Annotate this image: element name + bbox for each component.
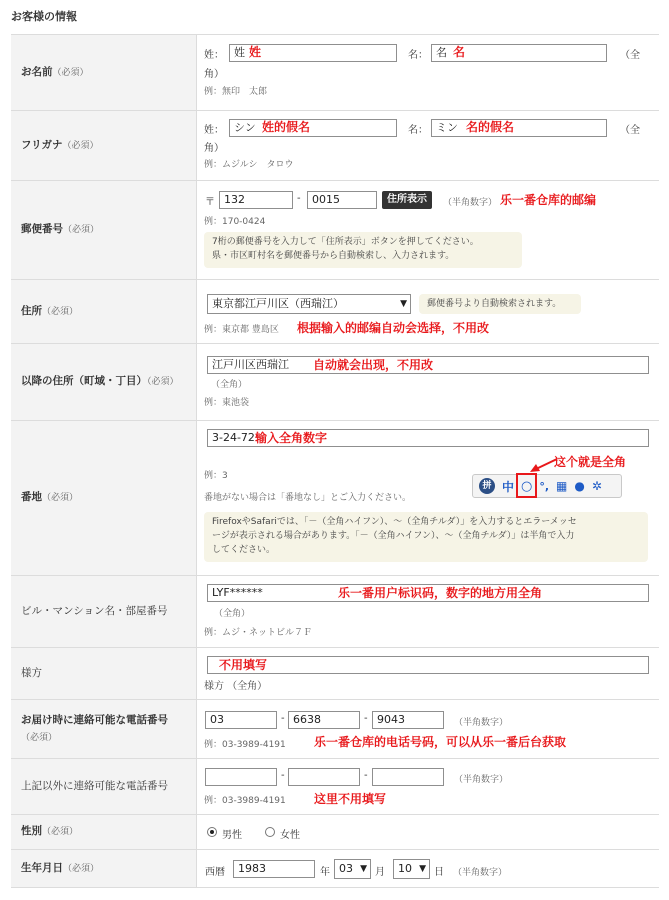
row-address [11, 279, 659, 343]
ime-toolbar [472, 474, 622, 498]
row-banchi [11, 420, 659, 575]
kana-mei-label: 名： [408, 125, 428, 136]
label-text: お名前 [21, 65, 53, 78]
sama-hint: 様方 （全角） [204, 681, 268, 692]
day-unit: 日 [434, 867, 444, 878]
row-building [11, 575, 659, 647]
label-sama [11, 648, 197, 699]
kana-mei-value: ミン [436, 121, 458, 134]
full-width-icon[interactable]: ○ [521, 478, 533, 494]
postal-note-line: 県・市区町村名を郵便番号から自動検索し、入力されます。 [212, 251, 455, 261]
label-text: 番地 [21, 491, 42, 503]
mic-icon[interactable]: ● [574, 479, 585, 493]
sei-value: 姓 [234, 46, 245, 59]
phone2-annotation: 这里不用填写 [314, 792, 387, 806]
row-birth [11, 849, 659, 888]
label-kana [11, 111, 197, 180]
label-phone1 [11, 700, 197, 758]
birth-year-value: 1983 [238, 862, 266, 875]
label-text: ビル・マンション名・部屋番号 [21, 605, 168, 617]
sama-annotation: 不用填写 [219, 658, 268, 672]
mei-annotation: 名 [453, 45, 466, 59]
row-postal [11, 180, 659, 279]
callout-arrow-icon [526, 455, 560, 473]
kana-sei-label: 姓： [204, 125, 224, 136]
mei-label: 名： [408, 50, 428, 61]
row-phone2 [11, 758, 659, 814]
required-mark: （必須） [42, 827, 79, 837]
prefecture-select[interactable] [207, 294, 411, 314]
phone2-mid-input[interactable] [288, 768, 360, 786]
address-lookup-button[interactable]: 住所表示 [382, 191, 432, 209]
example-address: 例：東京都 豊島区 [204, 325, 279, 335]
phone1-annotation: 乐一番仓库的电话号码，可以从乐一番后台获取 [314, 735, 567, 749]
width-hint-2: 角） [204, 143, 224, 154]
sei-label: 姓： [204, 50, 224, 61]
birth-day-value: 10 [398, 862, 412, 875]
width-hint-1: （全 [620, 50, 640, 61]
punctuation-icon[interactable]: °, [539, 479, 550, 493]
row-sama [11, 647, 659, 699]
phone1-last-input[interactable] [372, 711, 444, 729]
gender-female-radio[interactable] [265, 827, 275, 837]
label-banchi [11, 421, 197, 575]
row-phone1 [11, 699, 659, 758]
phone-dash: - [364, 770, 368, 781]
phone-dash: - [364, 713, 368, 724]
kana-sei-input[interactable] [229, 119, 397, 137]
warning-line: FirefoxやSafariでは、「－（全角ハイフン）、～（全角チルダ）」を入力するとエラーメッセ [212, 517, 577, 527]
ime-logo-icon[interactable]: 拼 [479, 478, 495, 494]
example-name: 例：無印 太郎 [204, 87, 268, 97]
required-mark: （必須） [63, 225, 100, 235]
example-kana: 例：ムジルシ タロウ [204, 160, 294, 170]
zip-dash: - [297, 193, 301, 204]
section-title: お客様の情報 [11, 10, 77, 23]
keyboard-icon[interactable]: ▦ [556, 479, 568, 493]
phone2-type-hint: （半角数字） [454, 775, 509, 785]
width-hint-2: 角） [204, 69, 224, 80]
address2-value: 江戸川区西瑞江 [212, 358, 289, 371]
required-mark: （必須） [21, 732, 58, 743]
required-mark: （必須） [42, 493, 79, 503]
label-address [11, 280, 197, 343]
required-mark: （必須） [52, 67, 89, 78]
birth-year-input[interactable] [233, 860, 315, 878]
banchi-value: 3-24-72 [212, 431, 255, 444]
required-mark: （必須） [62, 140, 99, 151]
phone2-area-input[interactable] [205, 768, 277, 786]
fullwidth-highlight-box [516, 473, 537, 498]
phone-dash: - [281, 713, 285, 724]
row-kana [11, 110, 659, 180]
phone-dash: - [281, 770, 285, 781]
example-phone1: 例：03-3989-4191 [204, 740, 286, 750]
kana-mei-input[interactable] [431, 119, 607, 137]
kana-mei-annotation: 名的假名 [466, 120, 515, 134]
required-mark: （必須） [42, 306, 79, 317]
label-text: 以降の住所（町域・丁目） [21, 375, 147, 387]
label-gender [11, 815, 197, 849]
mei-value: 名 [436, 46, 447, 59]
birth-month-select[interactable] [334, 859, 371, 879]
phone1-last-value: 9043 [377, 713, 405, 726]
required-mark: （必須） [147, 377, 179, 387]
label-text: 住所 [21, 304, 42, 317]
label-text: 郵便番号 [21, 223, 63, 235]
gender-female-label[interactable]: 女性 [280, 830, 300, 841]
label-postal [11, 181, 197, 279]
month-unit: 月 [375, 867, 385, 878]
gender-male-radio[interactable] [207, 827, 217, 837]
settings-icon[interactable]: ✲ [591, 479, 602, 493]
chevron-down-icon: ▼ [360, 864, 367, 874]
label-text: 上記以外に連絡可能な電話番号 [21, 780, 168, 792]
browser-warning-note [204, 512, 648, 562]
label-name [11, 35, 197, 110]
phone2-last-input[interactable] [372, 768, 444, 786]
postal-note [204, 232, 522, 268]
banchi-none-note: 番地がない場合は「番地なし」とご入力ください。 [204, 493, 412, 503]
label-birth [11, 850, 197, 887]
fullwidth-callout: 这个就是全角 [554, 455, 627, 469]
postal-annotation: 乐一番仓库的邮编 [500, 193, 597, 207]
address2-type-hint: （全角） [211, 380, 248, 390]
chinese-mode-icon[interactable]: 中 [502, 479, 515, 494]
example-building: 例：ムジ・ネットビル７Ｆ [204, 628, 313, 638]
sei-annotation: 姓 [249, 45, 262, 59]
postal-type-hint: （半角数字） [443, 198, 498, 208]
label-phone2 [11, 759, 197, 814]
label-text: お届け時に連絡可能な電話番号 [21, 713, 168, 726]
row-gender [11, 814, 659, 849]
warning-line: してください。 [212, 545, 276, 555]
building-type-hint: （全角） [214, 609, 251, 619]
phone1-type-hint: （半角数字） [454, 718, 509, 728]
phone1-area-input[interactable] [205, 711, 277, 729]
postal-mark: 〒 [205, 197, 215, 208]
label-text: フリガナ [21, 138, 63, 151]
kana-sei-annotation: 姓的假名 [262, 120, 311, 134]
label-building [11, 576, 197, 647]
year-unit: 年 [320, 867, 330, 878]
example-address2: 例：東池袋 [204, 398, 250, 408]
zip2-value: 0015 [312, 193, 340, 206]
zip1-input[interactable] [219, 191, 293, 209]
address2-annotation: 自动就会出现，不用改 [313, 358, 434, 372]
building-value: LYF****** [212, 586, 263, 599]
chevron-down-icon: ▼ [400, 299, 407, 309]
gender-male-label[interactable]: 男性 [222, 830, 242, 841]
warning-line: ージが表示される場合があります。「－（全角ハイフン）、～（全角チルダ）」は半角で入力 [212, 531, 575, 541]
banchi-annotation: 输入全角数字 [255, 431, 328, 445]
auto-search-note: 郵便番号より自動検索されます。 [419, 294, 581, 314]
example-banchi: 例：3 [204, 471, 228, 481]
sama-input[interactable] [207, 656, 649, 674]
phone1-mid-input[interactable] [288, 711, 360, 729]
birth-type-hint: （半角数字） [453, 868, 508, 878]
zip1-value: 132 [224, 193, 245, 206]
postal-note-line: 7桁の郵便番号を入力して「住所表示」ボタンを押してください。 [212, 237, 479, 247]
phone1-area-value: 03 [210, 713, 224, 726]
example-phone2: 例：03-3989-4191 [204, 796, 286, 806]
width-hint-1: （全 [620, 125, 640, 136]
chevron-down-icon: ▼ [419, 864, 426, 874]
zip2-input[interactable] [307, 191, 377, 209]
phone1-mid-value: 6638 [293, 713, 321, 726]
birth-day-select[interactable] [393, 859, 430, 879]
label-text: 様方 [21, 667, 42, 679]
birth-month-value: 03 [339, 862, 353, 875]
era-label: 西暦 [205, 867, 225, 878]
row-name [11, 34, 659, 110]
row-address2 [11, 343, 659, 420]
label-address2 [11, 344, 197, 420]
address-annotation: 根据输入的邮编自动会选择，不用改 [297, 321, 490, 335]
example-postal: 例：170-0424 [204, 217, 266, 227]
prefecture-selected: 東京都江戸川区（西瑞江） [212, 297, 344, 310]
required-mark: （必須） [63, 863, 100, 874]
label-text: 生年月日 [21, 861, 63, 874]
label-text: 性別 [21, 825, 42, 837]
building-annotation: 乐一番用户标识码，数字的地方用全角 [338, 586, 543, 600]
kana-sei-value: シン [234, 121, 256, 134]
